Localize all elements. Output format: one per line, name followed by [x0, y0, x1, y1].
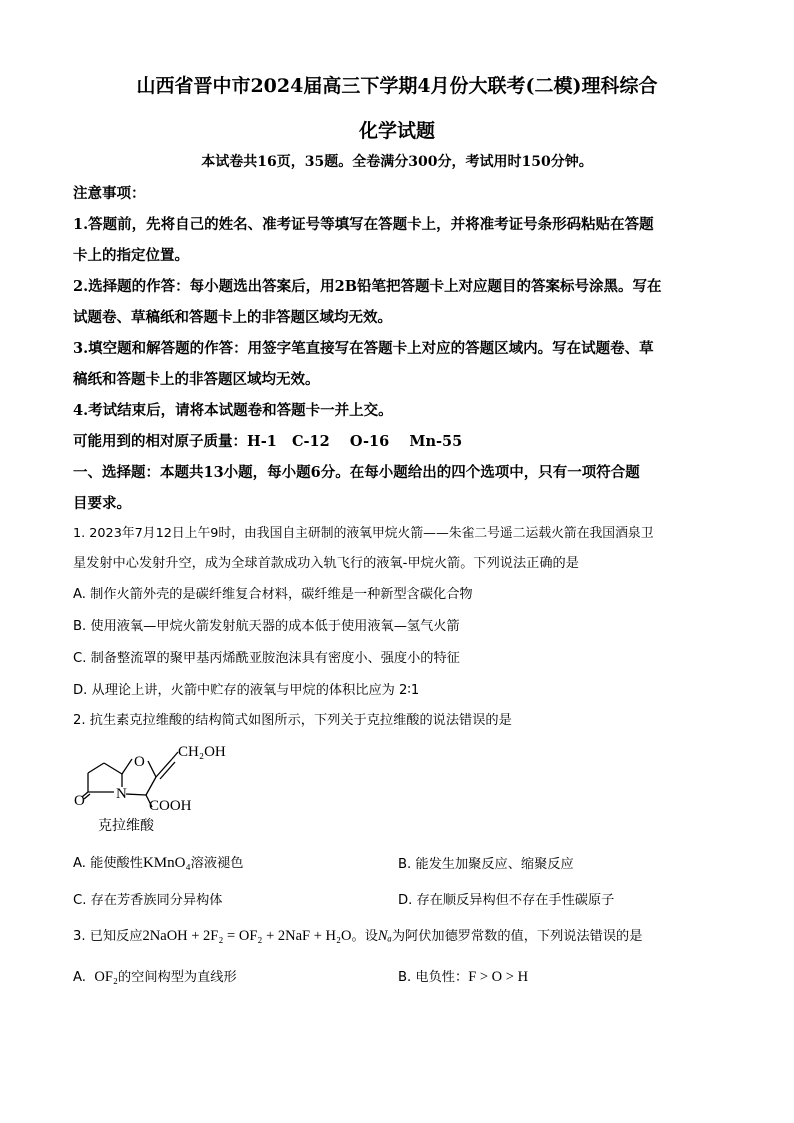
- q1-option-c: C. 制备整流罩的聚甲基丙烯酰亚胺泡沫具有密度小、强度小的特征: [73, 651, 460, 666]
- notice-item-2b: 试题卷、草稿纸和答题卡上的非答题区域均无效。: [73, 309, 392, 326]
- notice-item-1a: 1.答题前，先将自己的姓名、准考证号等填写在答题卡上，并将准考证号条形码粘贴在答题: [73, 216, 654, 233]
- q2-option-d: D. 存在顺反异构但不存在手性碳原子: [398, 893, 615, 908]
- q3-option-b: [398, 966, 528, 986]
- exam-title: 山西省晋中市2024届高三下学期4月份大联考(二模)理科综合: [136, 75, 658, 97]
- q3-stem-text-1: 3. 已知反应: [73, 929, 143, 944]
- structure-caption: 克拉维酸: [98, 818, 154, 834]
- atomic-masses: 可能用到的相对原子质量：H-1 C-12 O-16 Mn-55: [73, 433, 463, 450]
- q3-stem-text-3: 为阿伏加德罗常数的值，下列说法错误的是: [391, 929, 643, 944]
- struct-ch2oh-label: CH₂OH: [178, 744, 226, 760]
- notice-item-2a: 2.选择题的作答：每小题选出答案后，用2B铅笔把答题卡上对应题目的答案标号涂黑。写在: [73, 278, 662, 295]
- q3-option-a-text-1: A.: [73, 970, 95, 985]
- notice-item-3a: 3.填空题和解答题的作答：用签字笔直接写在答题卡上对应的答题区域内。写在试题卷、草: [73, 340, 654, 357]
- struct-ring-oxygen-label: O: [134, 754, 145, 770]
- q2-stem: 2. 抗生素克拉维酸的结构简式如图所示，下列关于克拉维酸的说法错误的是: [73, 713, 512, 728]
- q1-option-b: B. 使用液氧—甲烷火箭发射航天器的成本低于使用液氧—氢气火箭: [73, 619, 460, 634]
- electronegativity-order: F > O > H: [468, 969, 529, 985]
- q2-option-a: [73, 852, 243, 872]
- notice-item-1b: 卡上的指定位置。: [73, 247, 189, 264]
- q3-option-b-text: B. 电负性：: [398, 970, 469, 985]
- struct-cooh-label: COOH: [149, 798, 192, 814]
- avogadro-symbol: Nₐ: [377, 928, 392, 944]
- of2-formula: OF₂: [94, 969, 118, 985]
- q2-option-c: C. 存在芳香族同分异构体: [73, 893, 223, 908]
- q1-stem-line2: 星发射中心发射升空，成为全球首款成功入轨飞行的液氧-甲烷火箭。下列说法正确的是: [73, 556, 579, 571]
- reaction-equation: 2NaOH + 2F₂ = OF₂ + 2NaF + H₂O: [142, 928, 352, 944]
- q1-stem-line1: 1. 2023年7月12日上午9时，由我国自主研制的液氧甲烷火箭——朱雀二号遥二运载火箭在我国酒泉卫: [73, 526, 654, 541]
- struct-carbonyl-oxygen-label: O: [74, 793, 85, 809]
- q1-option-d: D. 从理论上讲，火箭中贮存的液氧与甲烷的体积比应为 2∶1: [73, 683, 420, 698]
- q2-option-b: B. 能发生加聚反应、缩聚反应: [398, 857, 574, 872]
- kmno4-formula: KMnO₄: [142, 855, 191, 871]
- struct-nitrogen-label: N: [116, 786, 127, 802]
- exam-info: 本试卷共16页，35题。全卷满分300分，考试用时150分钟。: [201, 154, 593, 170]
- q2-option-a-text-1: A. 能使酸性: [73, 856, 143, 871]
- q3-stem: [73, 925, 642, 945]
- q3-option-a: [73, 966, 237, 986]
- section-heading-line1: 一、选择题：本题共13小题，每小题6分。在每小题给出的四个选项中，只有一项符合题: [73, 464, 640, 481]
- notice-item-4: 4.考试结束后，请将本试题卷和答题卡一并上交。: [73, 402, 393, 419]
- q1-option-a: A. 制作火箭外壳的是碳纤维复合材料，碳纤维是一种新型含碳化合物: [73, 587, 473, 602]
- q2-option-a-text-2: 溶液褪色: [190, 856, 244, 871]
- q3-option-a-text-2: 的空间构型为直线形: [117, 970, 237, 985]
- exam-subject-title: 化学试题: [358, 120, 435, 142]
- section-heading-line2: 目要求。: [73, 495, 131, 512]
- notice-heading: 注意事项：: [73, 185, 146, 202]
- notice-item-3b: 稿纸和答题卡上的非答题区域均无效。: [73, 371, 320, 388]
- q3-stem-text-2: 。设: [351, 929, 378, 944]
